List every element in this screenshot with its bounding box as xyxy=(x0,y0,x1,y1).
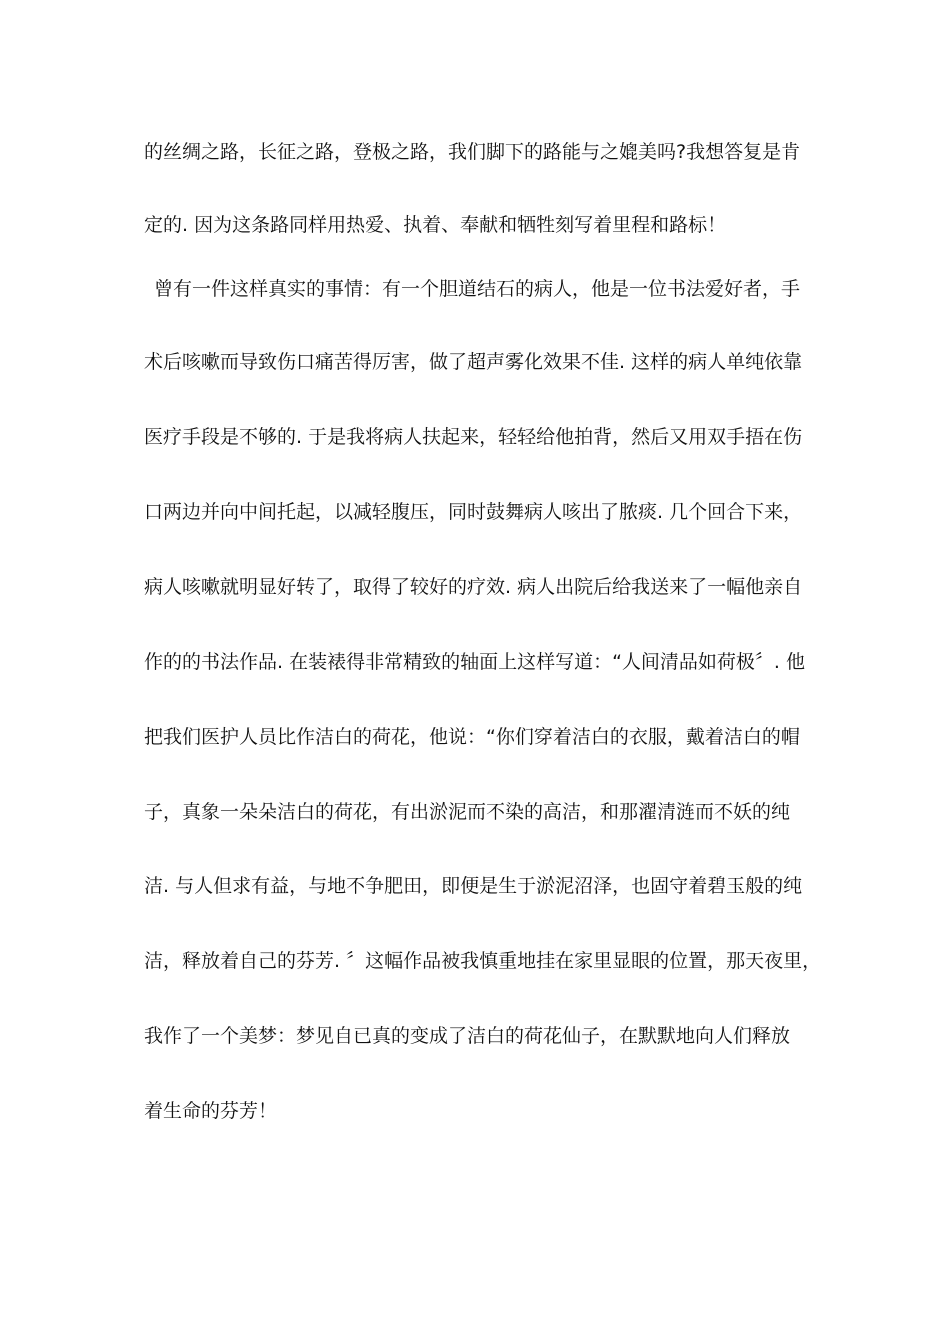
text-line-4: 术后咳嗽而导致伤口痛苦得厉害，做了超声雾化效果不佳. 这样的病人单纯依靠 xyxy=(144,351,803,373)
text-line-11: 洁. 与人但求有益，与地不争肥田，即便是生于淤泥沼泽，也固守着碧玉般的纯 xyxy=(144,875,803,897)
text-line-3: 曾有一件这样真实的事情：有一个胆道结石的病人，他是一位书法爱好者，手 xyxy=(154,278,801,300)
text-line-8: 作的的书法作品. 在装裱得非常精致的轴面上这样写道：“人间清品如荷极〞. 他 xyxy=(144,651,806,673)
text-line-12: 洁，释放着自己的芬芳. 〞这幅作品被我慎重地挂在家里显眼的位置，那天夜里， xyxy=(144,950,822,972)
text-line-1: 的丝绸之路，长征之路，登极之路，我们脚下的路能与之媲美吗?我想答复是肯 xyxy=(144,141,801,163)
text-line-10: 子，真象一朵朵洁白的荷花，有出淤泥而不染的高洁，和那濯清涟而不妖的纯 xyxy=(144,801,791,823)
text-line-14: 着生命的芬芳！ xyxy=(144,1100,278,1122)
text-line-5: 医疗手段是不够的. 于是我将病人扶起来，轻轻给他拍背，然后又用双手捂在伤 xyxy=(144,426,803,448)
text-line-2: 定的. 因为这条路同样用热爱、执着、奉献和牺牲刻写着里程和路标！ xyxy=(144,214,727,236)
text-line-13: 我作了一个美梦：梦见自已真的变成了洁白的荷花仙子，在默默地向人们释放 xyxy=(144,1025,791,1047)
text-line-7: 病人咳嗽就明显好转了，取得了较好的疗效. 病人出院后给我送来了一幅他亲自 xyxy=(144,576,803,598)
text-line-6: 口两边并向中间托起，以减轻腹压，同时鼓舞病人咳出了脓痰. 几个回合下来， xyxy=(144,501,803,523)
text-line-9: 把我们医护人员比作洁白的荷花，他说：“你们穿着洁白的衣服，戴着洁白的帽 xyxy=(144,726,800,748)
